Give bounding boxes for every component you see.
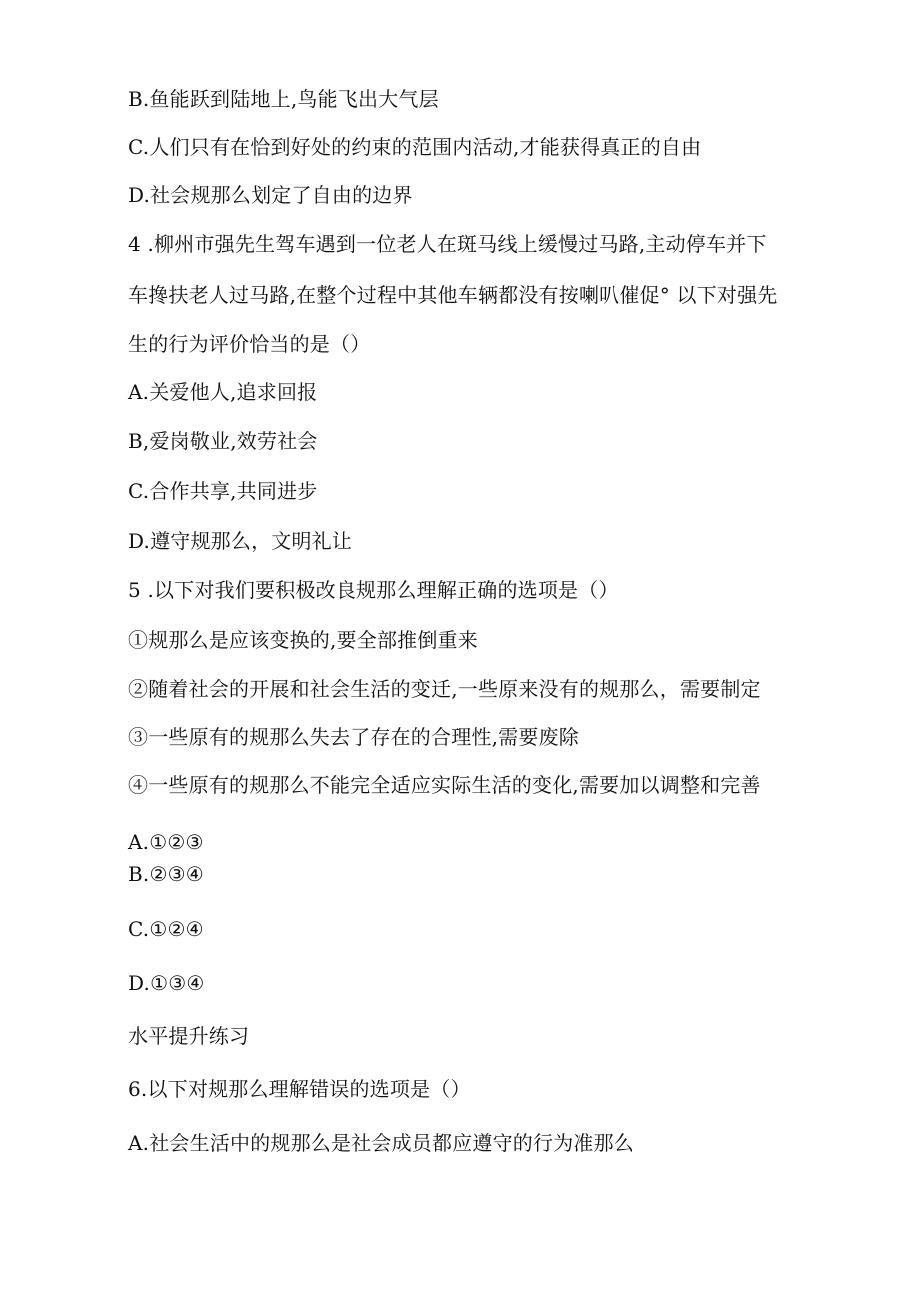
q4-stem-line-1: 4 .柳州市强先生驾车遇到一位老人在斑马线上缓慢过马路,主动停车并下	[128, 232, 767, 256]
q3-option-b: B.鱼能跃到陆地上,鸟能飞出大气层	[128, 87, 439, 111]
q3-option-d: D.社会规那么划定了自由的边界	[128, 183, 413, 207]
q4-option-c: C.合作共享,共同进步	[128, 479, 318, 503]
q4-stem-line-2: 车搀扶老人过马路,在整个过程中其他车辆都没有按喇叭催促° 以下对强先	[128, 283, 778, 307]
q5-statement-2: ②随着社会的开展和社会生活的变迁,一些原来没有的规那么，需要制定	[128, 677, 761, 701]
q5-option-a: A.①②③	[128, 830, 204, 854]
q5-option-b: B.②③④	[128, 862, 204, 886]
q5-statement-1: ①规那么是应该变换的,要全部推倒重来	[128, 628, 478, 652]
q5-statement-3: ③一些原有的规那么失去了存在的合理性,需要废除	[128, 725, 579, 749]
q4-stem-line-3: 生的行为评价恰当的是（）	[128, 332, 371, 356]
q5-option-d: D.①③④	[128, 971, 205, 995]
q5-statement-4: ④一些原有的规那么不能完全适应实际生活的变化,需要加以调整和完善	[128, 773, 761, 797]
q5-stem: 5 .以下对我们要积极改良规那么理解正确的选项是（）	[128, 578, 619, 602]
q4-option-a: A.关爱他人,追求回报	[128, 380, 318, 404]
q3-option-c: C.人们只有在恰到好处的约束的范围内活动,才能获得真正的自由	[128, 135, 702, 159]
q5-option-c: C.①②④	[128, 917, 204, 941]
section-heading: 水平提升练习	[128, 1024, 250, 1048]
q4-option-d: D.遵守规那么，文明礼让	[128, 529, 353, 553]
q6-stem: 6.以下对规那么理解错误的选项是（）	[128, 1077, 471, 1101]
q6-option-a: A.社会生活中的规那么是社会成员都应遵守的行为准那么	[128, 1131, 635, 1155]
q4-option-b: B,爱岗敬业,效劳社会	[128, 429, 318, 453]
